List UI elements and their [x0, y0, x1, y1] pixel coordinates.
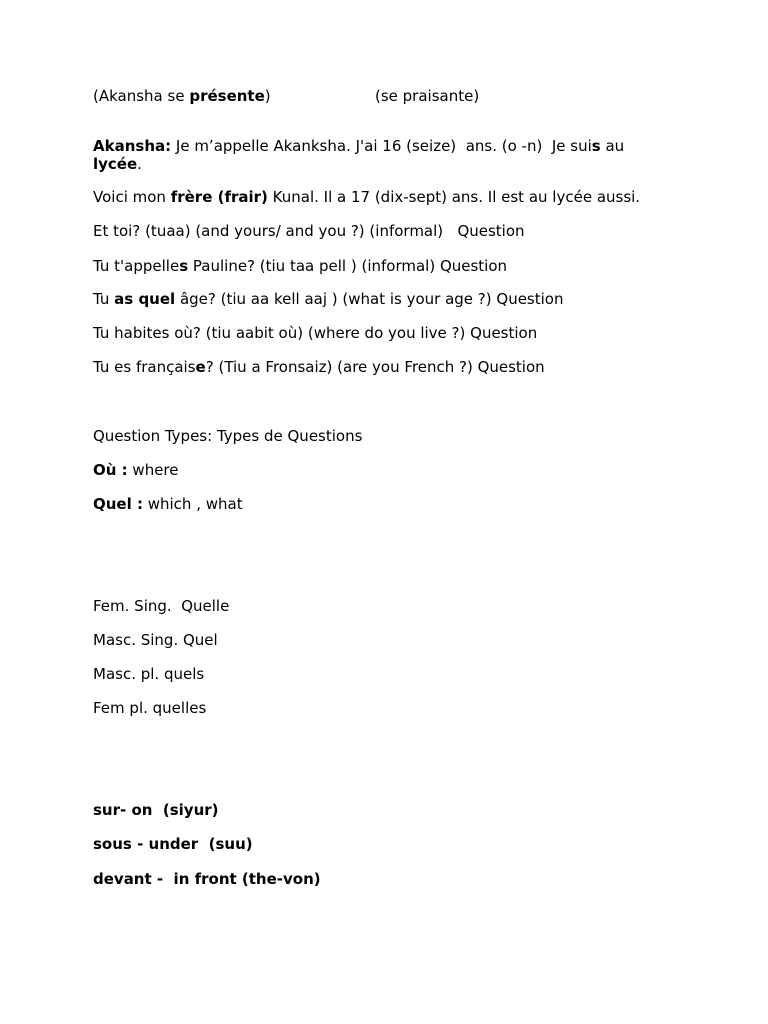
preposition-devant: devant - in front (the-von): [93, 870, 321, 888]
brother-text-a: Voici mon: [93, 188, 171, 206]
quel-text: which , what: [142, 495, 243, 513]
intro-lycee: lycée: [93, 155, 138, 173]
francaise-bold-e: e: [195, 358, 206, 376]
title-pronunciation: (se praisante): [375, 87, 480, 105]
tu-as-quel-age-line: [93, 290, 563, 308]
intro-text: Je m’appelle Akanksha. J'ai 16 (seize) ans. (o -n) Je sui: [171, 137, 592, 155]
intro-dot: .: [137, 155, 142, 173]
ou-text: where: [127, 461, 179, 479]
form-masc-pl: Masc. pl. quels: [93, 665, 205, 683]
ou-line: [93, 461, 179, 479]
preposition-sous: sous - under (suu): [93, 835, 253, 853]
age-a: Tu: [93, 290, 115, 308]
title-line: [93, 87, 271, 105]
akansha-intro-line-2: [93, 155, 142, 173]
tappelles-bold-s: s: [179, 257, 189, 275]
title-open: (Akansha se: [93, 87, 190, 105]
age-bold: as quel: [114, 290, 176, 308]
intro-bold-s: s: [591, 137, 601, 155]
ou-label: Où :: [93, 461, 128, 479]
intro-text-au: au: [600, 137, 625, 155]
brother-bold: frère (frair): [170, 188, 268, 206]
akansha-intro-line-1: [93, 137, 624, 155]
et-toi-line: Et toi? (tuaa) (and yours/ and you ?) (informal) Question: [93, 222, 525, 240]
tu-habites-line: Tu habites où? (tiu aabit où) (where do you live ?) Question: [93, 324, 538, 342]
form-fem-pl: Fem pl. quelles: [93, 699, 207, 717]
preposition-sur: sur- on (siyur): [93, 801, 219, 819]
quel-line: [93, 495, 243, 513]
tappelles-b: Pauline? (tiu taa pell ) (informal) Question: [188, 257, 508, 275]
francaise-a: Tu es français: [93, 358, 196, 376]
form-fem-sing: Fem. Sing. Quelle: [93, 597, 230, 615]
form-masc-sing: Masc. Sing. Quel: [93, 631, 218, 649]
question-types-heading: Question Types: Types de Questions: [93, 427, 363, 445]
brother-text-b: Kunal. Il a 17 (dix-sept) ans. Il est au lycée aussi.: [267, 188, 641, 206]
speaker-name: Akansha:: [93, 137, 172, 155]
tu-tappelles-line: [93, 257, 507, 275]
brother-line: [93, 188, 640, 206]
title-bold-word: présente: [189, 87, 265, 105]
francaise-b: ? (Tiu a Fronsaiz) (are you French ?) Question: [205, 358, 545, 376]
tu-es-francaise-line: [93, 358, 545, 376]
tappelles-a: Tu t'appelle: [93, 257, 180, 275]
title-close: ): [264, 87, 271, 105]
age-b: âge? (tiu aa kell aaj ) (what is your age ?) Question: [175, 290, 564, 308]
quel-label: Quel :: [93, 495, 143, 513]
